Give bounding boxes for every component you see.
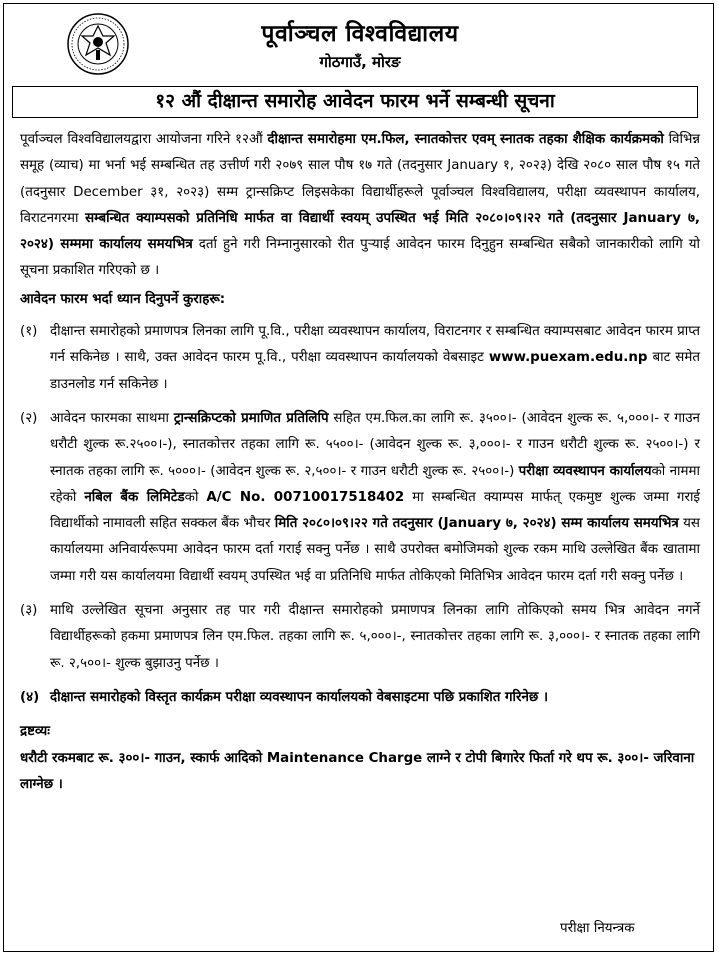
intro-text-4: सम्बन्धित क्याम्पसको प्रतिनिधि मार्फत वा विद्यार्थी स्वयम् उपस्थित भई मिति २०८०।०९।२२ गते (तदनुसार January ७, २०२४) सम्ममा कार्यालय समयभित्र [20,210,700,253]
intro-paragraph [20,127,700,285]
intro-text-1: पूर्वाञ्चल विश्वविद्यालयद्वारा आयोजना गरिने १२औं [20,132,268,147]
intro-text-3: विभिन्न समूह (व्याच) मा भर्ना भई सम्बन्धित तह उत्तीर्ण गरी २०७९ साल पौष १७ गते (तदनुसार January १, २०२३) देखि २०८० साल पौष १५ गते (तदनुसार December ३१, २०२३) सम्म ट्रान्सक्रिप्ट लिइसकेका विद्यार्थीहरूले पूर्वाञ्चल विश्वविद्यालय, परीक्षा व्यवस्थापन कार्यालय, विराटनगरमा [20,132,701,226]
exam-website-link[interactable]: www.puexam.edu.np [488,350,648,366]
item-text: यस कार्यालयमा अनिवार्यरूपमा आवेदन फारम दर्ता गराई सक्नु पर्नेछ । साथै उपरोक्त बमोजिमको शुल्क रकम माथि उल्लेखित बैंक खातामा जम्मा गरी यस कार्यालयमा विद्यार्थी स्वयम् उपस्थित भई वा प्रतिनिधि मार्फत तोकिएको मितिभित्र आवेदन फारम दर्ता गरी सक्नु पर्नेछ । [50,516,700,584]
item-number: (२) [20,410,38,426]
bank-name: नबिल बैंक लिमिटेड [84,489,185,505]
item-text-bold: परीक्षा व्यवस्थापन कार्यालय [518,463,652,479]
note-title: द्रष्टव्यः [20,724,50,740]
bank-account-number: A/C No. 00710017518402 [206,489,405,505]
intro-text-2: दीक्षान्त समारोहमा एम.फिल, स्नातकोत्तर एवम् स्नातक तहका शैक्षिक कार्यक्रमको [267,132,664,147]
item-number: (१) [20,324,38,340]
notice-body [20,127,700,798]
deadline-text: मिति २०८०।०९।२२ गते तदनुसार (January ७, २०२४) सम्म कार्यालय समयभित्र [274,516,679,532]
item-text: को [184,489,207,505]
intro-text-5: दर्ता हुने गरी निम्नानुसारको रीत पुऱ्याई आवेदन फारम दिनुहुन सम्बन्धित सबैको जानकारीको लागि यो सूचना प्रकाशित गरिएको छ । [20,237,700,279]
item-number: (३) [20,603,38,619]
list-item [20,319,700,398]
university-location: गोठगाउँ, मोरङ [319,53,401,71]
university-name: पूर्वाञ्चल विश्वविद्यालय [261,21,459,47]
item-text-bold: ट्रान्सक्रिप्टको प्रमाणित प्रतिलिपि [173,410,329,426]
item-text: आवेदन फारमका साथमा [50,410,174,426]
item-text: को नाममा रहेको [50,463,700,505]
notice-title: १२ औं दीक्षान्त समारोह आवेदन फारम भर्ने सम्बन्धी सूचना [12,86,698,118]
item-text: बाट समेत डाउनलोड गर्न सकिनेछ । [50,350,700,392]
item-text: सहित एम.फिल.का लागि रू. ३५००।- (आवेदन शुल्क रू. ५,०००।- र गाउन धरौटी शुल्क रू.२५००।-), स्नातकोत्तर तहका लागि रू. ५५००।- (आवेदन शुल्क रू. ३,०००।- र गाउन धरौटी शुल्क रू. २५००।-) र स्नातक तहका लागि रू. ५०००।- (आवेदन शुल्क रू. २,५००।- र गाउन धरौटी शुल्क रू. २५००।-) [50,410,700,479]
university-seal-logo [66,12,130,76]
item-text: मा सम्बन्धित क्याम्पस मार्फत् एकमुष्ट शुल्क जम्मा गराई विद्यार्थीको नामावली सहित सक्कल बैंक भौचर [50,489,700,532]
item-text: दीक्षान्त समारोहको प्रमाणपत्र लिनका लागि पू.वि., परीक्षा व्यवस्थापन कार्यालय, विराटनगर र सम्बन्धित क्याम्पसबाट आवेदन फारम प्राप्त गर्न सकिनेछ । साथै, उक्त आवेदन फारम पू.वि., परीक्षा व्यवस्थापन कार्यालयको वेबसाइट [50,324,700,366]
note-text: धरौटी रकमबाट रू. ३००।- गाउन, स्कार्फ आदिको Maintenance Charge लाग्ने र टोपी बिगारेर फिर्ता गरे थप रू. ३००।- जरिवाना लाग्नेछ । [20,750,695,792]
section-heading: आवेदन फारम भर्दा ध्यान दिनुपर्ने कुराहरू: [20,291,226,307]
item-number: (४) [20,689,40,705]
list-item [20,598,700,677]
item-text: दीक्षान्त समारोहको विस्तृत कार्यक्रम परीक्षा व्यवस्थापन कार्यालयको वेबसाइटमा पछि प्रकाशित गरिनेछ । [50,689,549,705]
list-item [20,685,700,711]
signature-exam-controller: परीक्षा नियन्त्रक [560,921,635,936]
item-text: माथि उल्लेखित सूचना अनुसार तह पार गरी दीक्षान्त समारोहको प्रमाणपत्र लिनका लागि तोकिएको समय भित्र आवेदन नगर्ने विद्यार्थीहरूको हकमा प्रमाणपत्र लिन एम.फिल. तहका लागि रू. ५,०००।-, स्नातकोत्तर तहका लागि रू. ३,०००।- र स्नातक तहका लागि रू. २,५००।- शुल्क बुझाउनु पर्नेछ । [50,603,700,671]
list-item [20,406,700,590]
